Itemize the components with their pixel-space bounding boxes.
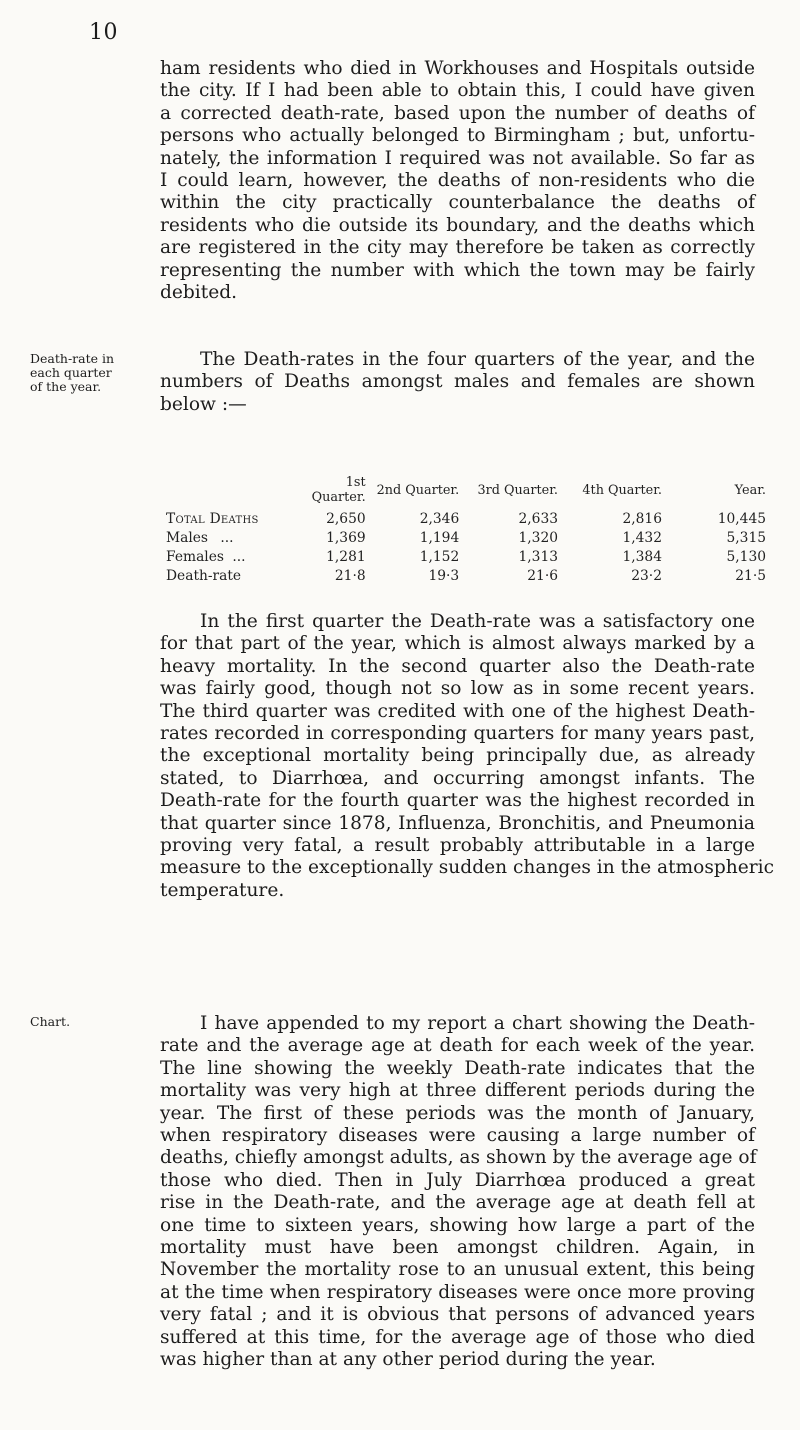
margin-note-line: each quarter: [30, 365, 112, 380]
text-line: numbers of Deaths amongst males and females are shown: [160, 371, 755, 393]
table-cell: 5,130: [726, 548, 766, 565]
paragraph-chart-description: [160, 1013, 755, 1372]
paragraph-table-intro: [160, 349, 755, 416]
text-line: The line showing the weekly Death-rate indicates that the: [160, 1057, 755, 1079]
row-label: [166, 547, 301, 566]
row-label: [166, 566, 301, 585]
text-line: stated, to Diarrhœa, and occurring amongst infants. The: [160, 767, 755, 789]
text-line: November the mortality rose to an unusual extent, this being: [160, 1259, 755, 1281]
table-cell: 1,194: [419, 529, 460, 546]
text-line: mortality was very high at three different periods during the: [160, 1080, 755, 1102]
leader-dots: ...: [232, 548, 246, 565]
paragraph-quarter-analysis: [160, 611, 775, 902]
deaths-by-quarter-table: [166, 475, 766, 585]
row-label: [166, 509, 301, 528]
text-line: mortality must have been amongst children. Again, in: [160, 1237, 755, 1259]
table-cell: 21·6: [527, 567, 558, 584]
margin-note-line: of the year.: [30, 379, 102, 394]
table-header-cell: [166, 475, 301, 509]
row-label: [166, 528, 301, 547]
text-line: residents who die outside its boundary, and the deaths which: [160, 214, 755, 236]
text-line: rate and the average age at death for each week of the year.: [160, 1035, 755, 1057]
table-header-cell: 1st Quarter.: [311, 475, 366, 505]
table-cell: 1,320: [518, 529, 558, 546]
text-line: The Death-rates in the four quarters of the year, and the: [200, 349, 755, 370]
leader-dots: ...: [220, 529, 234, 546]
text-line: rise in the Death-rate, and the average age at death fell at: [160, 1192, 755, 1214]
table-cell: 1,369: [326, 529, 366, 546]
table-cell: 10,445: [717, 510, 766, 527]
table-cell: 19·3: [428, 567, 460, 584]
table-cell: 2,816: [622, 510, 662, 527]
text-line: a corrected death-rate, based upon the number of deaths of: [160, 102, 755, 124]
text-line: temperature.: [160, 879, 285, 901]
page-number: 10: [89, 20, 118, 45]
table-cell: 2,346: [419, 510, 460, 527]
text-line: ham residents who died in Workhouses and Hospitals outside: [160, 58, 755, 79]
text-line: was higher than at any other period during the year.: [160, 1349, 656, 1371]
text-line: was fairly good, though not so low as in some recent years.: [160, 678, 755, 700]
table-cell: 1,152: [419, 548, 460, 565]
table-cell: 21·5: [735, 567, 766, 584]
table-cell: 1,281: [326, 548, 366, 565]
table-header-row: [166, 475, 766, 509]
text-line: I could learn, however, the deaths of non-residents who die: [160, 170, 755, 192]
row-label-text: Females: [166, 548, 224, 565]
text-line: that quarter since 1878, Influenza, Bronchitis, and Pneumonia: [160, 812, 755, 834]
margin-note-line: Chart.: [30, 1014, 71, 1029]
table-cell: 2,650: [326, 510, 366, 527]
text-line: I have appended to my report a chart showing the Death-: [200, 1013, 755, 1034]
text-line: Death-rate for the fourth quarter was the highest recorded in: [160, 790, 755, 812]
text-line: persons who actually belonged to Birmingham ; but, unfortu-: [160, 125, 755, 147]
text-line: heavy mortality. In the second quarter also the Death-rate: [160, 655, 755, 677]
text-line: year. The first of these periods was the month of January,: [160, 1102, 755, 1124]
text-line: In the first quarter the Death-rate was a satisfactory one: [200, 611, 755, 632]
text-line: deaths, chiefly amongst adults, as shown by the average age of: [160, 1147, 757, 1169]
table-header-cell: 4th Quarter.: [582, 482, 662, 498]
text-line: measure to the exceptionally sudden changes in the atmospheric: [160, 857, 775, 879]
text-line: the city. If I had been able to obtain this, I could have given: [160, 80, 755, 102]
table-header-cell: Year.: [734, 482, 766, 498]
row-label-text: Total Deaths: [166, 510, 259, 527]
table-row: [166, 547, 766, 566]
table-row: [166, 528, 766, 547]
paragraph-workhouse-deaths: [160, 58, 755, 304]
text-line: those who died. Then in July Diarrhœa produced a great: [160, 1169, 755, 1191]
text-line: The third quarter was credited with one of the highest Death-: [160, 700, 755, 722]
text-line: one time to sixteen years, showing how large a part of the: [160, 1214, 755, 1236]
text-line: nately, the information I required was not available. So far as: [160, 147, 755, 169]
text-line: for that part of the year, which is almost always marked by a: [160, 633, 755, 655]
text-line: representing the number with which the town may be fairly: [160, 259, 755, 281]
text-line: rates recorded in corresponding quarters for many years past,: [160, 723, 755, 745]
table-row: [166, 509, 766, 528]
text-line: at the time when respiratory diseases were once more proving: [160, 1281, 755, 1303]
text-line: are registered in the city may therefore be taken as correctly: [160, 237, 755, 259]
table-header-cell: 3rd Quarter.: [477, 482, 558, 498]
margin-note-death-rate-quarters: [30, 352, 148, 394]
text-line: within the city practically counterbalance the deaths of: [160, 192, 755, 214]
table-header-cell: 2nd Quarter.: [376, 482, 460, 498]
text-line: proving very fatal, a result probably attributable in a large: [160, 835, 755, 857]
text-line: below :—: [160, 393, 247, 415]
row-label-text: Death-rate: [166, 567, 242, 584]
text-line: the exceptional mortality being principally due, as already: [160, 745, 755, 767]
table-cell: 23·2: [631, 567, 662, 584]
table-cell: 1,313: [518, 548, 558, 565]
table-cell: 2,633: [518, 510, 558, 527]
margin-note-chart: [30, 1015, 148, 1029]
text-line: suffered at this time, for the average age of those who died: [160, 1326, 755, 1348]
text-line: debited.: [160, 282, 238, 304]
margin-note-line: Death-rate in: [30, 351, 115, 366]
table-cell: 21·8: [334, 567, 366, 584]
table-row: [166, 566, 766, 585]
text-line: when respiratory diseases were causing a large number of: [160, 1125, 755, 1147]
table-cell: 1,384: [622, 548, 662, 565]
table-cell: 5,315: [726, 529, 766, 546]
row-label-text: Males: [166, 529, 209, 546]
table-cell: 1,432: [622, 529, 662, 546]
text-line: very fatal ; and it is obvious that persons of advanced years: [160, 1304, 755, 1326]
